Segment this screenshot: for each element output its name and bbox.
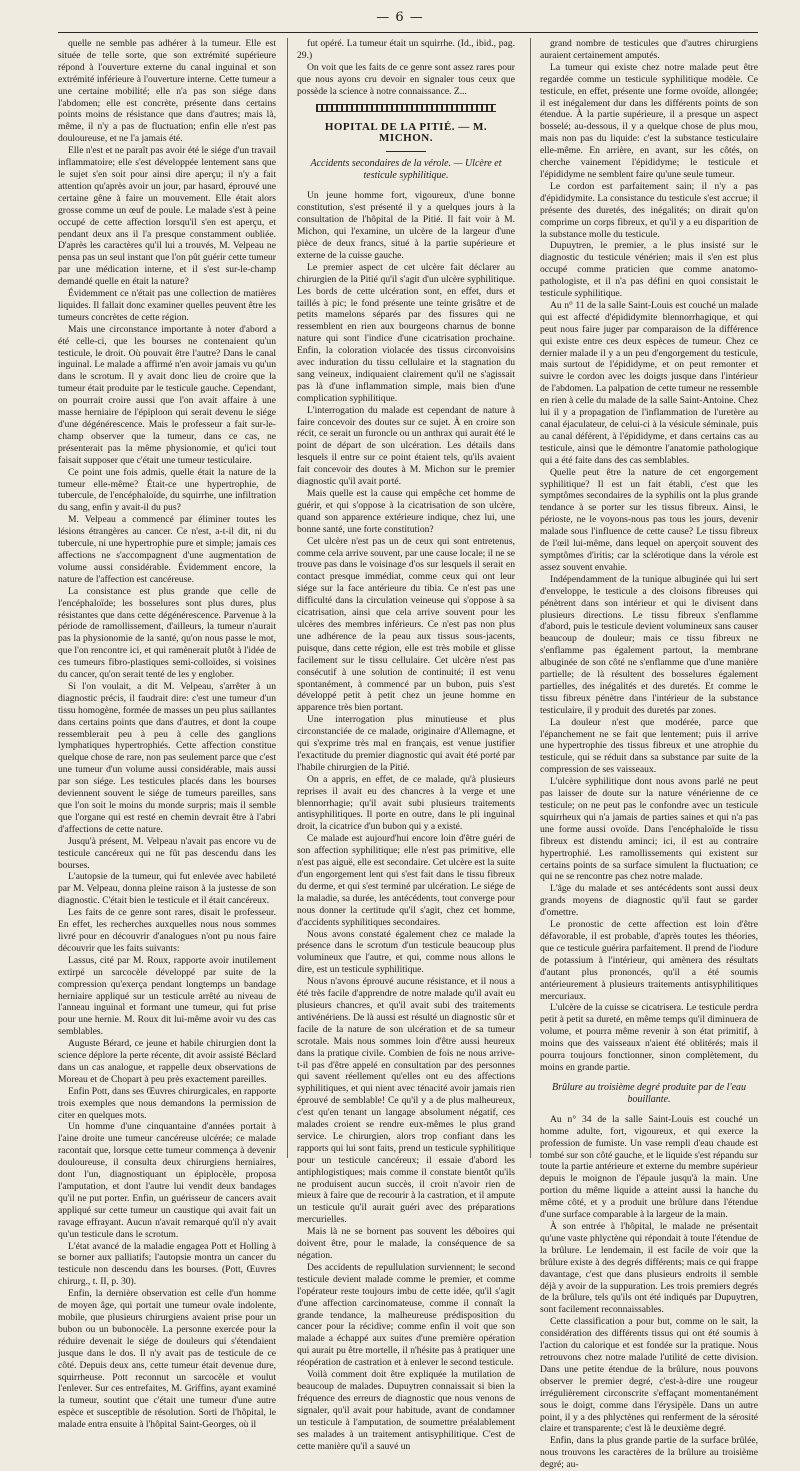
paragraph: Auguste Bérard, ce jeune et habile chirurgien dont la science déplore la perte récente, dit avoir assisté Béclard dans un cas analogue, et rappelle deux observations de Moreau et de Chopart à peu près exactement pareilles. bbox=[58, 1038, 276, 1085]
paragraph: Ce point une fois admis, quelle était la nature de la tumeur elle-même? Était-ce une hypertrophie, de tubercule, de l'encéphaloïde, du squirrhe, une infiltration du sang, enfin y avait-il du pus? bbox=[58, 466, 276, 514]
paragraph: Enfin, dans la plus grande partie de la surface brûlée, nous trouvons les caractères de la brûlure au troisième degré; au- bbox=[540, 1435, 758, 1471]
paragraph: Des accidents de repullulation surviennent; le second testicule devient malade comme le premier, et comme l'opérateur reste toujours imbu de cette idée, qu'il s'agit d'une affection carcinomateuse, comme il connaît la grande tendance, la malheureuse prédisposition du cancer pour la récidive; comme enfin il voit que son malade a échappé aux suites d'une première opération qui aurait pu être mortelle, il n'hésite pas à pratiquer une réopération de castration et à enlever le second testicule. bbox=[297, 1261, 515, 1369]
paragraph: Mais quelle est la cause qui empêche cet homme de guérir, et qui s'oppose à la cicatrisation de son ulcère, quand son apparence extérieure indique, chez lui, une bonne santé, une forte constitution? bbox=[297, 488, 515, 535]
section-heading: HOPITAL DE LA PITIÉ. — M. MICHON. bbox=[324, 120, 488, 145]
paragraph: Au n° 11 de la salle Saint-Louis est couché un malade qui est affecté d'épididymite blennorrhagique, et qui peut nous faire juger par comparaison de la différence qui existe entre ces deux espèces de tumeur. Chez ce dernier malade il y a un peu d'engorgement du testicule, mais surtout de l'épididyme, et on peut remonter et suivre le cordon avec les doigts jusque dans l'intérieur de l'abdomen. La palpation de cette tumeur ne ressemble en rien à celle du malade de la salle Saint-Antoine. Chez lui il y a propagation de l'inflammation de l'uretère au canal éjaculateur, de celui-ci à la vésicule séminale, puis au canal déférent, à l'épididyme, et dans certains cas au testicule, ainsi que le démontre l'anatomie pathologique qui a été faite dans des cas semblables. bbox=[540, 299, 758, 466]
paragraph: À son entrée à l'hôpital, le malade ne présentait qu'une vaste phlyctène qui répondait à toute l'étendue de la brûlure. Le lendemain, il est facile de voir que la brûlure existe à des degrés différents; mais ce qui frappe davantage, c'est que dans plusieurs endroits il semble déjà y avoir de la suppuration. Les trois premiers degrés de la brûlure, tels qu'ils ont été indiqués par Dupuytren, sont facilement reconnaissables. bbox=[540, 1221, 758, 1316]
paragraph: Elle n'est et ne paraît pas avoir été le siége d'un travail inflammatoire; elle s'est développée lentement sans que le sujet s'en soit pour ainsi dire aperçu; il n'y a fait attention qu'après avoir un jour, par hasard, éprouvé une certaine gêne à faire un mouvement. Elle était alors grosse comme un œuf de poule. Le malade s'est à peine occupé de cette affection lorsqu'il s'en est aperçu, et pendant deux ans il l'a presque constamment oubliée. D'après les caractères qu'il lui a trouvés, M. Velpeau ne pensa pas un seul instant que l'on pût guérir cette tumeur par une médication interne, et il s'est sur-le-champ demandé quelle en était la nature? bbox=[58, 145, 276, 288]
paragraph: grand nombre de testicules que d'autres chirurgiens auraient certainement amputés. bbox=[540, 38, 758, 61]
heading-rule bbox=[386, 151, 426, 152]
paragraph: On voit que les faits de ce genre sont assez rares pour que nous ayons cru devoir en signaler tous ceux que possède la science à notre connaissance. Z... bbox=[297, 61, 515, 97]
column-divider bbox=[530, 38, 531, 1158]
paragraph: Mais une circonstance importante à noter d'abord a été celle-ci, que les bourses ne contenaient qu'un testicule, le droit. Où pouvait être l'autre? Dans le canal inguinal. Le malade a affirmé n'en avoir jamais vu qu'un dans le scrotum. Il y avait donc lieu de croire que la tumeur était produite par le testicule gauche. Cependant, on pourrait croire aussi que l'on avait affaire à une masse herniaire de l'épiploon qui serait devenu le siége d'une dégénérescence. Mais le professeur a fait sur-le-champ observer que la tumeur, dans ce cas, ne présenterait pas la même physionomie, et qu'ici tout faisait supposer que c'était une tumeur testiculaire. bbox=[58, 323, 276, 466]
paragraph: Les faits de ce genre sont rares, disait le professeur. En effet, les recherches auxquelles nous nous sommes livré pour en découvrir d'analogues n'ont pu nous faire découvrir que les faits suivants: bbox=[58, 907, 276, 954]
paragraph: Nous n'avons éprouvé aucune résistance, et il nous a été très facile d'apprendre de notre malade qu'il avait eu plusieurs chancres, et qu'il avait subi des traitements antivénériens. De là aussi est résulté un diagnostic sûr et facile de la nature de son ulcération et de sa tumeur scrotale. Mais nous sommes loin d'être aussi heureux dans la pratique civile. Combien de fois ne nous arrive-t-il pas d'être appelé en consultation par des personnes qui savent réellement qu'elles ont eu des affections syphilitiques, et qui nient avec ténacité avoir jamais rien éprouvé de semblable! Ce qu'il y a de plus malheureux, c'est qu'en tenant un langage absolument négatif, ces malades croient se rendre eux-mêmes le plus grand service. Le chirurgien, alors trop confiant dans les rapports qui lui sont faits, prend un testicule syphilitique pour un testicule cancéreux; il essaie d'abord les antiphlogistiques; mais comme il constate bientôt qu'ils ne produisent aucun succès, il croit n'avoir rien de mieux à faire que de recourir à la castration, et il ampute un testicule qu'il aurait guéri avec des préparations mercurielles. bbox=[297, 976, 515, 1226]
paragraph: quelle ne semble pas adhérer à la tumeur. Elle est située de telle sorte, que son extrémité supérieure répond à l'ouverture externe du canal inguinal et son extrémité inférieure à l'ouverture interne. Cette tumeur a une certaine mobilité; elle n'a pas son siége dans l'abdomen; elle est concrète, présente dans certains points moins de résistance que dans d'autres; mais là, même, il n'y a pas de fluctuation; enfin elle n'est pas douloureuse, et ne l'a jamais été. bbox=[58, 38, 276, 145]
paragraph: L'âge du malade et ses antécédents sont aussi deux grands moyens de diagnostic qu'il faut se garder d'omettre. bbox=[540, 883, 758, 919]
column-3-continuation bbox=[540, 38, 758, 1074]
paragraph: Au n° 34 de la salle Saint-Louis est couché un homme adulte, fort, vigoureux, et qui exerce la profession de fumiste. Un vase rempli d'eau chaude est tombé sur son côté gauche, et le liquide s'est répandu sur toute la partie antérieure et externe du membre supérieur depuis le moignon de l'épaule jusqu'à la main. Une portion du même liquide a atteint aussi la hanche du même côté, et y a produit une brûlure dans l'étendue d'une surface comparable à la largeur de la main. bbox=[540, 1113, 758, 1221]
paragraph: Le premier aspect de cet ulcère fait déclarer au chirurgien de la Pitié qu'il s'agit d'un ulcère syphilitique. Les bords de cette ulcération sont, en effet, durs et taillés à pic; le fond présente une teinte grisâtre et de petits mamelons séparés par des fissures qui ne ressemblent en rien aux bourgeons charnus de bonne nature qui sont l'indice d'une cicatrisation prochaine. Enfin, la coloration violacée des tissus circonvoisins avec induration du tissu cellulaire et la stagnation du sang veineux, indiquaient clairement qu'il ne s'agissait pas là d'une inflammation simple, mais bien d'une complication syphilitique. bbox=[297, 261, 515, 404]
paragraph: Un jeune homme fort, vigoureux, d'une bonne constitution, s'est présenté il y a quelques jours à la consultation de l'hôpital de la Pitié. Il fait voir à M. Michon, qui l'examine, un ulcère de la largeur d'une pièce de deux francs, situé à la partie supérieure et externe de la cuisse gauche. bbox=[297, 190, 515, 261]
column-3 bbox=[540, 38, 758, 1471]
page-number: — 6 — bbox=[376, 10, 424, 25]
column-2 bbox=[297, 38, 515, 1452]
paragraph: La douleur n'est que modérée, parce que l'épanchement ne se fait que lentement; puis il arrive une hypertrophie des tissus fibreux et une atrophie du testicule, qui se réduit dans sa substance par suite de la compression de ses vaisseaux. bbox=[540, 716, 758, 776]
paragraph: L'ulcère syphilitique dont nous avons parlé ne peut pas laisser de doute sur la nature vénérienne de ce testicule; on ne peut pas le confondre avec un testicule squirrheux qui n'a jamais de parties saines et qui n'a pas une forme aussi ovoïde. Dans l'encéphaloïde le tissu fibreux est distendu aminci; ici, il est au contraire hypertrophié. Les ramollissements qui existent sur certains points de sa surface simulent la fluctuation; ce qui ne se rencontre pas chez notre malade. bbox=[540, 776, 758, 883]
paragraph: L'autopsie de la tumeur, qui fut enlevée avec habileté par M. Velpeau, donna pleine raison à la justesse de son diagnostic. C'était bien le testicule et il était cancéreux. bbox=[58, 871, 276, 907]
paragraph: L'ulcère de la cuisse se cicatrisera. Le testicule perdra petit à petit sa dureté, en même temps qu'il diminuera de volume, et pourra même revenir à son état primitif, à moins que des vaisseaux n'aient été oblitérés; mais il pourra toujours fonctionner, sinon complètement, du moins en grande partie. bbox=[540, 1002, 758, 1073]
paragraph: La tumeur qui existe chez notre malade peut être regardée comme un testicule syphilitique modèle. Ce testicule, en effet, présente une forme ovoïde, allongée; il est inégalement dur dans les différents points de son étendue. À la partie supérieure, il a presque un aspect bosselé; au-dessous, il y a quelque chose de plus mou, mais non pas du liquide: c'est la substance testiculaire elle-même. En arrière, en avant, sur les côtés, on cherche vainement l'épididyme; le testicule et l'épididyme ne semblent faire qu'une seule tumeur. bbox=[540, 61, 758, 180]
paragraph: Le pronostic de cette affection est loin d'être défavorable, il est probable, d'après toutes les théories, que ce testicule guérira parfaitement. Il prend de l'iodure de potassium à l'intérieur, qui amènera des résultats d'autant plus prononcés, qu'il a été soumis antérieurement à plusieurs traitements antisyphilitiques mercuriaux. bbox=[540, 919, 758, 1002]
paragraph: Évidemment ce n'était pas une collection de matières liquides. Il fallait donc examiner quelles peuvent être les tumeurs concrètes de cette région. bbox=[58, 288, 276, 323]
paragraph: On a appris, en effet, de ce malade, qu'à plusieurs reprises il avait eu des chancres à la verge et une blennorrhagie; qu'il avait subi plusieurs traitements antisyphilitiques. Il porte en outre, dans le pli inguinal droit, la cicatrice d'un bubon qui y a existé. bbox=[297, 773, 515, 833]
header-rule bbox=[58, 32, 758, 33]
paragraph: Quelle peut être la nature de cet engorgement syphilitique? Il est un fait établi, c'est que les symptômes secondaires de la syphilis ont la plus grande tendance à se porter sur les tissus fibreux. Ainsi, le périoste, ne le voyons-nous pas tous les jours, devenir malade sous l'influence de cette cause? Le tissu fibreux de l'œil lui-même, dans lequel on aperçoit souvent des symptômes d'iritis; car la sclérotique dans la vérole est assez souvent envahie. bbox=[540, 466, 758, 573]
ornamental-divider bbox=[316, 104, 496, 112]
column-3-article bbox=[540, 1114, 758, 1471]
paragraph: Enfin, la dernière observation est celle d'un homme de moyen âge, qui portait une tumeur ovale indolente, mobile, que plusieurs chirurgiens avaient prise pour un bubon ou un bubonocèle. La personne exercée pour la réduire devenait le siége de douleurs qui s'étendaient jusque dans le dos. Il n'y avait pas de testicule de ce côté. Depuis deux ans, cette tumeur était devenue dure, squirrheuse. Pott reconnut un sarcocèle et voulut l'enlever. Sur ces entrefaites, M. Griffins, ayant examiné la tumeur, soutint que c'était une tumeur d'une autre espèce et susceptible de résolution. Sorti de l'hôpital, le malade entra ensuite à l'hôpital Saint-Georges, où il bbox=[58, 1288, 276, 1431]
paragraph: Cette classification a pour but, comme on le sait, la considération des différents tissus qui ont été soumis à l'action du calorique et est fondée sur la pratique. Nous retrouvons chez notre malade l'utilité de cette division. Dans une petite étendue de la brûlure, nous pouvons observer le premier degré, c'est-à-dire une rougeur irrégulièrement circonscrite s'effaçant momentanément sous le doigt, comme dans l'érysipèle. Dans un autre point, il y a des phlyctènes qui renferment de la sérosité claire et transparente; c'est là le deuxième degré. bbox=[540, 1316, 758, 1435]
paragraph: Jusqu'à présent, M. Velpeau n'avait pas encore vu de testicule cancéreux qui ne fût pas descendu dans les bourses. bbox=[58, 835, 276, 871]
column-1 bbox=[58, 38, 276, 1431]
paragraph: Indépendamment de la tunique albuginée qui lui sert d'enveloppe, le testicule a des cloisons fibreuses qui pénètrent dans son intérieur et qui le divisent dans plusieurs directions. Le tissu fibreux s'enflamme d'abord, puis le testicule devient volumineux sans causer beaucoup de douleur; mais ce tissu fibreux ne s'enflamme pas également partout, la membrane albuginée de son côté ne s'enflamme que d'une manière partielle; de là résultent des bosselures également partielles, des inégalités et des duretés. Et comme le tissu fibreux pénètre dans l'intérieur de la substance testiculaire, il y produit des duretés par zones. bbox=[540, 573, 758, 716]
paragraph: Cet ulcère n'est pas un de ceux qui sont entretenus, comme cela arrive souvent, par une cause locale; il ne se trouve pas dans le voisinage d'os sur lesquels il serait en contact presque immédiat, comme ceux qui ont leur siége sur la face antérieure du tibia. Ce n'est pas une difficulté dans la circulation veineuse qui s'oppose à sa cicatrisation, ainsi que cela arrive souvent pour les ulcères des membres inférieurs. Ce n'est pas non plus une adhérence de la peau aux tissus sous-jacents, puisque, dans cette région, elle est très mobile et glisse facilement sur le tissu cellulaire. Cet ulcère n'est pas consécutif à une solution de continuité; il est venu spontanément, à commencé par un bubon, puis s'est développé petit à petit chez un jeune homme en apparence très bien portant. bbox=[297, 535, 515, 714]
paragraph: Si l'on voulait, a dit M. Velpeau, s'arrêter à un diagnostic précis, il faudrait dire: c'est une tumeur d'un tissu homogène, formée de masses un peu plus saillantes dans certains points que dans d'autres, et dont la coupe ressemblerait peu à peu à celle des ganglions lymphatiques hypertrophiés. Cette affection constitue quelque chose de rare, non pas seulement parce que c'est une tumeur d'un volume aussi considérable, mais aussi par son siége. Les testicules placés dans les bourses deviennent souvent le siége de tumeurs pareilles, sans que l'on soit le moins du monde surpris; mais il semble que l'organe qui est resté en chemin devrait être à l'abri d'affections de cette nature. bbox=[58, 680, 276, 835]
subsection-heading: Brûlure au troisième degré produite par de l'eau bouillante. bbox=[551, 1081, 747, 1105]
section-subheading: Accidents secondaires de la vérole. — Ulcère et testicule syphilitique. bbox=[310, 158, 502, 182]
paragraph: Ce malade est aujourd'hui encore loin d'être guéri de son affection syphilitique; elle n'est pas primitive, elle n'est pas aiguë, elle est secondaire. Cet ulcère est la suite d'un engorgement lent qui s'est fait dans le tissu fibreux du derme, et qui s'est terminé par ulcération. Le siége de la maladie, sa durée, les antécédents, tout converge pour nous donner la certitude qu'il s'agit, chez cet homme, d'accidents syphilitiques secondaires. bbox=[297, 833, 515, 928]
paragraph: Enfin Pott, dans ses Œuvres chirurgicales, en rapporte trois exemples que nous demandons la permission de citer en quelques mots. bbox=[58, 1085, 276, 1121]
paragraph: Le cordon est parfaitement sain; il n'y a pas d'épididymite. La consistance du testicule s'est accrue; il présente des duretés, des inégalités; on dirait qu'on comprime un corps fibreux, et qu'il y a eu disparition de la substance molle du testicule. bbox=[540, 180, 758, 240]
paragraph: Une interrogation plus minutieuse et plus circonstanciée de ce malade, originaire d'Allemagne, et qui s'exprime très mal en français, est venue justifier l'exactitude du premier diagnostic qui avait été porté par l'habile chirurgien de la Pitié. bbox=[297, 714, 515, 773]
column-2-continuation bbox=[297, 38, 515, 98]
paragraph: L'état avancé de la maladie engagea Pott et Holling à se borner aux palliatifs; l'autopsie montra un cancer du testicule non descendu dans les bourses. (Pott, Œuvres chirurg., t. II, p. 30). bbox=[58, 1240, 276, 1288]
column-divider bbox=[287, 38, 288, 1158]
column-2-article bbox=[297, 190, 515, 1452]
paragraph: fut opéré. La tumeur était un squirrhe. (Id., ibid., pag. 29.) bbox=[297, 38, 515, 61]
paragraph: Dupuytren, le premier, a le plus insisté sur le diagnostic du testicule vénérien; mais il s'en est plus occupé comme praticien que comme anatomo-pathologiste, et il n'a pas défini en quoi consistait le testicule syphilitique. bbox=[540, 240, 758, 300]
paragraph: Mais là ne se bornent pas souvent les déboires qui doivent être, pour le malade, la conséquence de sa négation. bbox=[297, 1226, 515, 1261]
paragraph: M. Velpeau a commencé par éliminer toutes les lésions étrangères au cancer. Ce n'est, a-t-il dit, ni du tubercule, ni une hypertrophie pure et simple; jamais ces affections ne s'accompagnent d'une augmentation de volume aussi considérable. Évidemment encore, la nature de l'affection est cancéreuse. bbox=[58, 514, 276, 585]
paragraph: Un homme d'une cinquantaine d'années portait à l'aine droite une tumeur cancéreuse ulcérée; ce malade racontait que, lorsque cette tumeur commença à devenir douloureuse, il consulta deux chirurgiens herniaires, dont l'un, diagnostiquant un épiplocèle, proposa l'amputation, et dont l'autre lui vendit deux bandages qu'il ne put porter. Enfin, un guérisseur de cancers avait appliqué sur cette tumeur un caustique qui avait fait un ravage effrayant. Aucun n'avait remarqué qu'il n'y avait qu'un testicule dans le scrotum. bbox=[58, 1121, 276, 1240]
paragraph: Nous avons constaté également chez ce malade la présence dans le scrotum d'un testicule beaucoup plus volumineux que l'autre, et qui, comme nous allons le dire, est un testicule syphilitique. bbox=[297, 928, 515, 976]
paragraph: Voilà comment doit être expliquée la mutilation de beaucoup de malades. Dupuytren connaissait si bien la fréquence des erreurs de diagnostic que nous venons de signaler, qu'il avait pour habitude, avant de condamner un testicule à l'amputation, de soumettre préalablement ses malades à un traitement antisyphilitique. C'est de cette manière qu'il a sauvé un bbox=[297, 1369, 515, 1452]
paragraph: Lassus, cité par M. Roux, rapporte avoir inutilement extirpé un sarcocèle développé par suite de la compression qu'exerça pendant longtemps un bandage herniaire appliqué sur un testicule arrêté au niveau de l'anneau inguinal et formant une tumeur, qui fut prise pour une hernie. M. Roux dit lui-même avoir vu des cas semblables. bbox=[58, 954, 276, 1038]
paragraph: La consistance est plus grande que celle de l'encéphaloïde; les bosselures sont plus dures, plus résistantes que dans cette dégénérescence. Parvenue à la période de ramollissement, d'ailleurs, la tumeur n'aurait pas la physionomie de la santé, qu'on nous passe le mot, que l'on rencontre ici, et qui ramènerait plutôt à l'idée de ces tumeurs fibro-plastiques semi-colloïdes, si voisines du cancer, qu'on serait tenté de les y englober. bbox=[58, 585, 276, 681]
paragraph: L'interrogation du malade est cependant de nature à faire concevoir des doutes sur ce sujet. À en croire son récit, ce serait un furoncle ou un anthrax qui aurait été le point de départ de son ulcération. Les détails dans lesquels il entre sur ce point étaient tels, qu'ils avaient fait concevoir des doutes à M. Michon sur le premier diagnostic qu'il avait porté. bbox=[297, 404, 515, 488]
